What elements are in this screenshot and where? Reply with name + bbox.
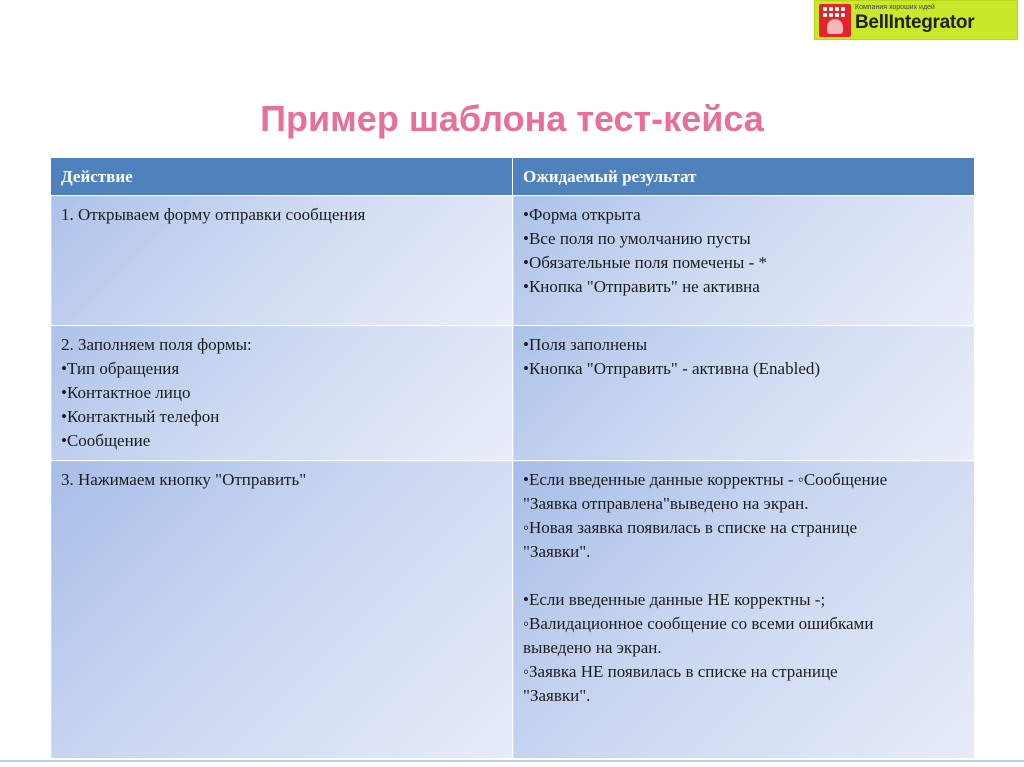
- cell-text-line: •Контактное лицо: [61, 383, 191, 402]
- cell-text-line: •Форма открыта: [523, 205, 641, 224]
- cell-text-line: "Заявка отправлена"выведено на экран.: [523, 494, 809, 513]
- table-header-row: [51, 158, 975, 196]
- company-logo: [814, 0, 1018, 40]
- cell-text-line: "Заявки".: [523, 686, 591, 705]
- cell-text-line: •Поля заполнены: [523, 335, 648, 354]
- cell-text-line: •Если введенные данные корректны - ◦Сообщение: [523, 470, 888, 489]
- cell-text-line: •Контактный телефон: [61, 407, 220, 426]
- cell-text-line: выведено на экран.: [523, 638, 662, 657]
- cell-text-line: ◦Валидационное сообщение со всеми ошибками: [523, 614, 874, 633]
- blank-line: [523, 564, 964, 588]
- column-header-action: Действие: [51, 158, 513, 196]
- cell-text-line: •Тип обращения: [61, 359, 180, 378]
- logo-brand-name: BellIntegrator: [855, 12, 975, 33]
- column-header-expected-result: Ожидаемый результат: [513, 158, 975, 196]
- logo-tagline: Компания хороших идей: [855, 4, 935, 11]
- cell-text-line: •Кнопка "Отправить" - активна (Enabled): [523, 359, 821, 378]
- cell-text-line: 1. Открываем форму отправки сообщения: [61, 205, 366, 224]
- bottom-divider: [0, 760, 1024, 762]
- cell-text-line: •Кнопка "Отправить" не активна: [523, 277, 760, 296]
- table-row: [51, 326, 975, 461]
- action-cell: [51, 196, 513, 326]
- cell-text-line: ◦Заявка НЕ появилась в списке на странице: [523, 662, 838, 681]
- expected-result-cell: [513, 326, 975, 461]
- cell-text-line: •Обязательные поля помечены - *: [523, 253, 767, 272]
- cell-text-line: 3. Нажимаем кнопку "Отправить": [61, 470, 307, 489]
- expected-result-cell: [513, 196, 975, 326]
- logo-emblem-icon: [819, 4, 851, 37]
- cell-text-line: 2. Заполняем поля формы:: [61, 335, 252, 354]
- table-row: [51, 461, 975, 759]
- action-cell: [51, 326, 513, 461]
- cell-text-line: •Все поля по умолчанию пусты: [523, 229, 751, 248]
- table-row: [51, 196, 975, 326]
- cell-text-line: •Сообщение: [61, 431, 151, 450]
- page-title: Пример шаблона тест-кейса: [260, 98, 764, 139]
- action-cell: [51, 461, 513, 759]
- cell-text-line: ◦Новая заявка появилась в списке на странице: [523, 518, 858, 537]
- expected-result-cell: [513, 461, 975, 759]
- cell-text-line: •Если введенные данные НЕ корректны -;: [523, 590, 826, 609]
- test-case-table: [50, 157, 975, 759]
- cell-text-line: "Заявки".: [523, 542, 591, 561]
